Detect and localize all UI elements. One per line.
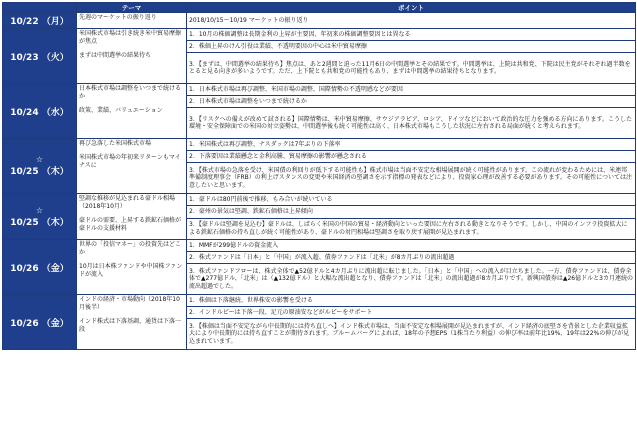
date-cell <box>3 194 77 240</box>
point-cell: 3．【株価は当面不安定ながら中長期的には持ち直しへ】インド株式市場は、当面不安定な相場展開が見込まれますが、インド経済の底堅さを背景とした企業収益拡大により中長期的には持ち直すことが期待されます。ブルームバーグによれば、18年の予想EPS（1株当たり利益）の伸び率は前年比19%、19年は22%の伸びが見込まれています。 <box>187 319 636 350</box>
point-cell: 1．MMFが299億ドルの資金流入 <box>187 240 636 252</box>
point-cell: 2．日本株式市場は調整をいつまで続けるか <box>187 96 636 108</box>
theme-text: 再び急落した米国株式市場 <box>79 140 152 147</box>
table-row <box>3 240 636 252</box>
theme-text: インド株式は下落基調、通貨は下落一段 <box>79 318 182 333</box>
theme-text: 米国株式市場は引き続き米中貿易摩擦が焦点 <box>79 30 182 45</box>
date-label: 10/26 （金） <box>10 263 69 274</box>
star-icon: ☆ <box>35 155 44 164</box>
date-cell <box>3 84 77 139</box>
date-cell <box>3 29 77 84</box>
header-theme: テーマ <box>77 3 187 13</box>
report-table-container <box>2 2 635 420</box>
theme-text: 豪ドルの需要、上昇する鉄鉱石価格が豪ドルの支援材料 <box>79 217 182 232</box>
point-cell: 2．インドルピーは下落一段、足元の原油安などがルピーをサポート <box>187 307 636 319</box>
theme-text: インドの経済・市場動向（2018年10月後半） <box>79 296 180 311</box>
table-row <box>3 194 636 206</box>
report-table <box>2 2 636 350</box>
date-label: 10/26 （金） <box>10 318 69 329</box>
theme-cell <box>77 84 187 139</box>
table-row <box>3 139 636 151</box>
point-cell: 1．株価は下落継続、世界株安の影響を受ける <box>187 295 636 307</box>
point-cell: 1．日本株式市場は再び調整、米国市場の調整、国際情勢の不透明感などが要因 <box>187 84 636 96</box>
date-label: 10/25 （木） <box>10 217 69 228</box>
table-row <box>3 29 636 41</box>
point-cell: 3．【株式市場の急落を受け、米国債の利回りが低下する可能性も】株式市場は当面不安定な相場展開が続く可能性があります。この流れが変わるためには、米連邦準備制度理事会（FRB）の利上げスタンスの変更や米国経済の堅調さを示す指標の発表などにより、投資家心理が改善する必要があります。その可能性については注意したいと思います。 <box>187 163 636 194</box>
date-label: 10/22 （月） <box>10 17 69 27</box>
point-cell: 2018/10/15～10/19 マーケットの振り返り <box>187 13 636 29</box>
point-cell: 3．株式ファンドフローは、株式全体で▲52億ドルと4カ月ぶりに流出超に転じました。「日本」と「中国」への流入が目立ちました。一方、債券ファンドは、債券全体で▲277億ドル、「北米」は（▲132億ドル）と大幅な流出超となり、債券ファンドは「北米」の流出超過が8カ月ぶりです。新興国債券は▲26億ドルと3カ月連続の流出超過でした。 <box>187 264 636 295</box>
table-header-row <box>3 3 636 13</box>
table-row <box>3 13 636 29</box>
theme-text: 10月は日本株ファンドや中国株ファンドが流入 <box>79 263 183 278</box>
theme-cell <box>77 29 187 84</box>
point-cell: 3．【リスクへの備えが改めて試される】国際情勢は、米中貿易摩擦、サウジアラビア、ロシア、ドイツなどにおいて政治的な圧力を強める方向にあります。こうした環境・安全保障面での米国の対立姿勢は、中間選挙後も続く可能性は高く、日本株式市場もこうした状況に左右される局面が続くと考えられます。 <box>187 108 636 139</box>
date-label: 10/25 （木） <box>10 167 69 177</box>
point-cell: 1．豪ドルは80円前後で推移、もみ合いが続いている <box>187 194 636 206</box>
theme-text: まずは中間選挙の結果待ち <box>79 52 152 59</box>
point-cell: 2．株式ファンドは「日本」と「中国」が流入超、債券ファンドは「北米」が8カ月ぶりの流出超過 <box>187 252 636 264</box>
theme-cell <box>77 295 187 350</box>
theme-text: 米国株式市場の年初来リターンもマイナスに <box>79 154 181 169</box>
point-cell: 3．【まずは、中間選挙の結果待ち】焦点は、あと2週間と迫った11月6日の中間選挙とその結果です。中間選挙は、上院は共和党、下院は民主党がそれぞれ過半数をとると見る向きが多いようです。ただ、上下院とも共和党の可能性もあり、まずは中間選挙の結果待ちとなります。 <box>187 53 636 84</box>
header-date-cell <box>3 3 77 13</box>
date-cell <box>3 139 77 194</box>
theme-cell <box>77 240 187 295</box>
theme-cell <box>77 13 187 29</box>
theme-cell <box>77 139 187 194</box>
point-cell: 2．豪州の景気は堅調、鉄鉱石価格は上昇傾向 <box>187 206 636 218</box>
date-cell <box>3 295 77 350</box>
date-label: 10/23 （火） <box>10 52 69 63</box>
theme-cell <box>77 194 187 240</box>
theme-text: 世界の「投信マネー」の投資先はどこか <box>79 241 182 256</box>
table-row <box>3 84 636 96</box>
point-cell: 2．株価上昇のけん引役は業績、不透明要因の中心は米中貿易摩擦 <box>187 41 636 53</box>
date-cell <box>3 240 77 295</box>
theme-text: 政策、業績、バリュエーション <box>79 107 163 114</box>
point-cell: 2．下落要因は業績懸念と金利高騰、貿易摩擦の影響が懸念される <box>187 151 636 163</box>
header-point: ポイント <box>187 3 636 13</box>
point-cell: 1．米国株式は再び調整、ナスダックは7年ぶりの下落率 <box>187 139 636 151</box>
table-row <box>3 295 636 307</box>
point-cell: 3．【豪ドルは堅調を見込む】豪ドルは、しばらく米国の中国の貿易・経済動向といった要因に左右される動きとなりそうです。しかし、中国のインフラ投資拡大による鉄鉱石価格の持ち直しが続く可能性があり、豪ドルの対円相場は堅調さを取り戻す展開が見込まれます。 <box>187 218 636 239</box>
date-cell <box>3 13 77 29</box>
date-label: 10/24 （水） <box>10 107 69 118</box>
point-cell: 1．10月の株価調整は長期金利の上昇が主要因、年初来の株価調整要因とは異なる <box>187 29 636 41</box>
theme-text: 先週のマーケットの振り返り <box>79 14 157 21</box>
theme-text: 堅調な推移が見込まれる豪ドル相場（2018年10月） <box>79 195 176 210</box>
star-icon: ☆ <box>35 205 44 215</box>
theme-text: 日本株式市場は調整をいつまで続けるか <box>79 85 182 100</box>
